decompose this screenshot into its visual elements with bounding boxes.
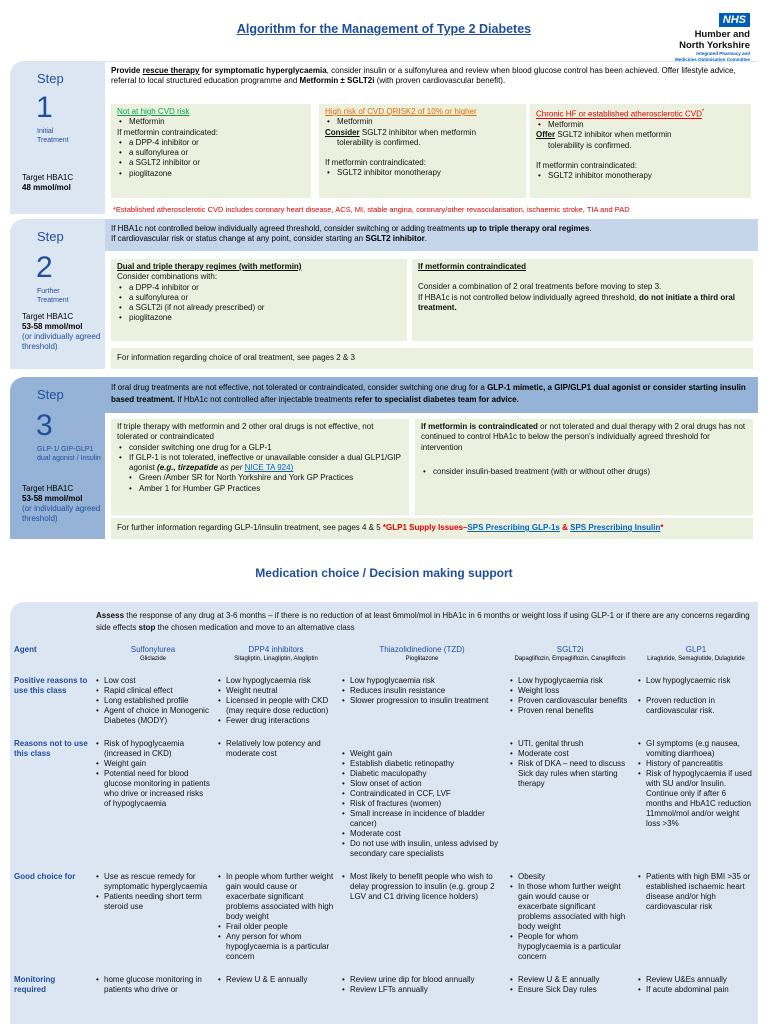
step2-dual-triple: Dual and triple therapy regimes (with metformin) Consider combinations with: • a DPP-4 inhibitor or • a sulfonylurea or • a SGLT2i (if not already prescribed) or • pioglitazone <box>111 259 407 341</box>
cell-item: • In people whom further weight gain would cause or exacerbate significant problems associated with high body weight <box>218 872 334 922</box>
cell-item: • People for whom hypoglycaemia is a particular concern <box>510 932 630 962</box>
step3-info: For further information regarding GLP-1/insulin treatment, see pages 4 & 5 *GLP1 Supply Issues–SPS Prescribing GLP-1s & SPS Prescribing Insulin* <box>111 518 753 539</box>
cell-item: • Weight gain <box>342 749 502 759</box>
row-header: Positive reasons to use this class <box>14 676 88 695</box>
step3-header: If oral drug treatments are not effective, not tolerated or contraindicated, consider switching one drug for a GLP-1 mimetic, a GIP/GLP1 dual agonist or consider starting insulin based treatment. If HbA1c not controlled after injectable treatments refer to specialist diabetes team for advice. <box>111 383 746 404</box>
assess-note: Assess the response of any drug at 3-6 months – if there is no reduction of at least 6mmol/mol in HbA1c in 6 months or weight loss if using GLP-1 or if there are any concerns regarding side effects stop the chosen medication and move to an alternative class <box>96 611 750 632</box>
step2-panel <box>10 219 105 369</box>
cell-item: • Risk of hypoglycaemia if used with SU and/or Insulin. Continue only if after 6 months and HbA1C reduction 11mmol/mol and/or weight loss >3% <box>638 769 754 829</box>
cell-item: • Obesity <box>510 872 630 882</box>
cell-item: • Rapid clinical effect <box>96 686 210 696</box>
list-item: • a sulfonylurea or <box>117 148 305 158</box>
table-cell <box>92 862 214 965</box>
table-cell <box>506 862 634 965</box>
table-cell <box>634 729 758 862</box>
step1-high-cvd: High risk of CVD QRISK2 of 10% or higher • Metformin Consider SGLT2 inhibitor when metformin tolerability is confirmed. If metformin contraindicated: • SGLT2 inhibitor monotherapy <box>319 104 526 198</box>
step1-header: Provide rescue therapy for symptomatic hyperglycaemia, consider insulin or a sulfonylurea and review when blood glucose control has been achieved. Offer lifestyle advice, referral to local structured education programme and Metformin ± SGLT2i (with proven cardiovascular benefit). <box>111 66 736 85</box>
row-header: Good choice for <box>14 872 76 881</box>
cell-item: • Patients needing short term steroid use <box>96 892 210 912</box>
step3-metformin-contraindicated: If metformin is contraindicated or not tolerated and dual therapy with 2 oral drugs has not continued to control HbA1c to below the person's individually agreed threshold for intervention • consider insulin-based treatment (with or without other drugs) <box>415 419 753 515</box>
org-sub-line1: Integrated Pharmacy and <box>696 51 750 56</box>
cell-item: • Ensure Sick Day rules <box>510 985 630 995</box>
table-row <box>10 666 758 729</box>
step1-panel <box>10 61 105 214</box>
table-row <box>10 862 758 965</box>
table-cell <box>92 965 214 998</box>
row-header: Monitoring required <box>14 975 56 994</box>
column-header: SGLT2i Dapagliflozin, Empagliflozin, Canagliflozin <box>514 645 626 662</box>
cell-item: • Weight neutral <box>218 686 334 696</box>
list-item: • a SGLT2i (if not already prescribed) or <box>117 303 401 313</box>
table-cell <box>214 666 338 729</box>
cell-item: • Contraindicated in CCF, LVF <box>342 789 502 799</box>
cell-item: • Low hypoglycaemia risk <box>218 676 334 686</box>
cell-item: • In those whom further weight gain would cause or exacerbate significant problems associated with high body weight <box>510 882 630 932</box>
table-cell <box>338 729 506 862</box>
cell-item: • Proven renal benefits <box>510 706 630 716</box>
row-header: Reasons not to use this class <box>14 739 88 758</box>
list-item: • pioglitazone <box>117 313 401 323</box>
cell-item: • Proven cardiovascular benefits <box>510 696 630 706</box>
step3-panel <box>10 377 105 539</box>
cell-item: • Fewer drug interactions <box>218 716 334 726</box>
cell-item: • Slow onset of action <box>342 779 502 789</box>
step1-label: Step <box>37 71 64 86</box>
cell-item: • Any person for whom hypoglycaemia is a particular concern <box>218 932 334 962</box>
table-cell <box>634 862 758 965</box>
list-item: • a DPP-4 inhibitor or <box>117 138 305 148</box>
agent-header: Agent <box>14 645 37 654</box>
cell-item: • Low hypoglycaemia risk <box>342 676 502 686</box>
cell-item: • Diabetic maculopathy <box>342 769 502 779</box>
nhs-logo: NHS <box>719 13 750 27</box>
step2-target: Target HBA1C 53-58 mmol/mol (or individually agreed threshold) <box>22 312 101 351</box>
cell-item: • Small increase in incidence of bladder cancer) <box>342 809 502 829</box>
cell-item: • Review LFTs annually <box>342 985 502 995</box>
table-cell <box>92 729 214 862</box>
step3-triple-therapy: If triple therapy with metformin and 2 other oral drugs is not effective, not tolerated or contraindicated • consider switching one drug for a GLP-1 • If GLP-1 is not tolerated, ineffective or unavailable consider a dual GLP1/GIP agonist (e.g., tirzepatide as per NICE TA 924) • Green /Amber SR for North Yorkshire and York GP Practices • Amber 1 for Humber GP Practices <box>111 419 409 515</box>
nice-ta-924-link[interactable]: NICE TA 924) <box>244 463 294 473</box>
sps-glp1-link[interactable]: SPS Prescribing GLP-1s <box>467 523 560 532</box>
list-item: • pioglitazone <box>117 169 305 179</box>
step3-desc: GLP-1/ GIP-GLP1 dual agonist / Insulin <box>37 446 101 462</box>
column-header: Thiazolidinedione (TZD) Pioglitazone <box>379 645 465 662</box>
column-header: Sulfonylurea Gliclazide <box>130 645 176 662</box>
step3-target: Target HBA1C 53-58 mmol/mol (or individually agreed threshold) <box>22 484 101 523</box>
cell-item: • home glucose monitoring in patients who drive or <box>96 975 210 995</box>
table-cell <box>506 729 634 862</box>
cell-item: • Relatively low potency and moderate cost <box>218 739 334 759</box>
step2-label: Step <box>37 229 64 244</box>
step2-header: If HBA1c not controlled below individually agreed threshold, consider switching or adding treatments up to triple therapy oral regimes. If cardiovascular risk or status change at any point, consider starting an SGLT2 inhibitor. <box>111 224 592 243</box>
org-name-line2: North Yorkshire <box>679 40 750 51</box>
table-cell <box>92 666 214 729</box>
cell-item: • Review urine dip for blood annually <box>342 975 502 985</box>
cell-item: • Use as rescue remedy for symptomatic hyperglycaemia <box>96 872 210 892</box>
medication-title: Medication choice / Decision making support <box>255 566 513 580</box>
cell-item: • Moderate cost <box>510 749 630 759</box>
table-row <box>10 965 758 998</box>
cell-item: • Licensed in people with CKD (may require dose reduction) <box>218 696 334 716</box>
table-cell <box>338 965 506 998</box>
table-cell <box>214 862 338 965</box>
cell-item: • Review U & E annually <box>218 975 334 985</box>
cell-item: • Long established profile <box>96 696 210 706</box>
cell-item: • Do not use with insulin, unless advised by secondary care specialists <box>342 839 502 859</box>
cell-item: • UTI, genital thrush <box>510 739 630 749</box>
table-cell <box>338 666 506 729</box>
org-name-line1: Humber and <box>694 29 750 40</box>
table-cell <box>506 965 634 998</box>
table-cell <box>214 729 338 862</box>
cell-item: • Weight loss <box>510 686 630 696</box>
step1-chronic-hf: Chronic HF or established atherosclerotic CVD* • Metformin Offer SGLT2 inhibitor when metformin tolerability is confirmed. If metformin contraindicated: • SGLT2 inhibitor monotherapy <box>530 104 751 198</box>
medication-table <box>10 602 758 1024</box>
step3-label: Step <box>37 387 64 402</box>
cell-item: • Low hypoglycaemia risk <box>510 676 630 686</box>
cell-item: • Most likely to benefit people who wish to delay progression to insulin (e.g. group 2 LGV and C1 driving licence holders) <box>342 872 502 902</box>
cell-item: • Moderate cost <box>342 829 502 839</box>
step2-desc: Further Treatment <box>37 288 69 304</box>
step3-number: 3 <box>36 409 53 442</box>
cell-item: • Low cost <box>96 676 210 686</box>
cell-item: • Review U&Es annually <box>638 975 754 985</box>
step1-footnote: *Established atherosclerotic CVD includes coronary heart disease, ACS, MI, stable angina, coronary/other revascularisation, ischaemic stroke, TIA and PAD <box>113 205 630 214</box>
list-item: • a SGLT2 inhibitor or <box>117 158 305 168</box>
cell-item: • Risk of DKA – need to discuss Sick day rules when starting therapy <box>510 759 630 789</box>
list-item: • a DPP-4 inhibitor or <box>117 283 401 293</box>
list-item: • a sulfonylurea or <box>117 293 401 303</box>
cell-item: • Proven reduction in cardiovascular risk. <box>638 696 754 716</box>
cell-item: • Potential need for blood glucose monitoring in patients who drive or increased risks of hypoglycaemia <box>96 769 210 809</box>
step1-number: 1 <box>36 91 53 124</box>
page-title: Algorithm for the Management of Type 2 Diabetes <box>236 22 532 36</box>
cell-item <box>342 739 502 749</box>
cell-item: • History of pancreatitis <box>638 759 754 769</box>
column-header: GLP1 Liraglutide, Semaglutide, Dulaglutide <box>647 645 745 662</box>
cell-item: • Reduces insulin resistance <box>342 686 502 696</box>
cell-item: • Frail older people <box>218 922 334 932</box>
cell-item <box>638 686 754 696</box>
step2-info: For information regarding choice of oral treatment, see pages 2 & 3 <box>111 348 753 369</box>
table-cell <box>214 965 338 998</box>
cell-item: • Risk of fractures (women) <box>342 799 502 809</box>
cell-item: • Low hypoglycaemic risk <box>638 676 754 686</box>
org-logo <box>675 10 750 62</box>
step1-desc: Initial Treatment <box>37 128 69 144</box>
step2-metformin-contraindicated: If metformin contraindicated Consider a combination of 2 oral treatments before moving to step 3. If HBA1c is not controlled below individually agreed threshold, do not initiate a third oral treatment. <box>412 259 753 341</box>
cell-item: • Risk of hypoglycaemia (increased in CKD) <box>96 739 210 759</box>
table-cell <box>338 862 506 965</box>
cell-item: • Patients with high BMI >35 or established ischaemic heart disease and/or high cardiovascular risk <box>638 872 754 912</box>
cell-item: • GI symptoms (e.g nausea, vomiting diarrhoea) <box>638 739 754 759</box>
step1-target: Target HBA1C 48 mmol/mol <box>22 173 74 192</box>
cell-item: • Review U & E annually <box>510 975 630 985</box>
table-cell <box>634 666 758 729</box>
cell-item: • Slower progression to insulin treatment <box>342 696 502 706</box>
table-row <box>10 729 758 862</box>
column-header: DPP4 inhibitors Sitagliptin, Linagliptin, Alogliptin <box>234 645 318 662</box>
cell-item: • Establish diabetic retinopathy <box>342 759 502 769</box>
cell-item: • If acute abdominal pain <box>638 985 754 995</box>
sps-insulin-link[interactable]: SPS Prescribing Insulin <box>570 523 661 532</box>
cell-item: • Weight gain <box>96 759 210 769</box>
table-cell <box>506 666 634 729</box>
cell-item: • Agent of choice in Monogenic Diabetes (MODY) <box>96 706 210 726</box>
table-cell <box>634 965 758 998</box>
step1-not-high-cvd: Not at high CVD risk • Metformin If metformin contraindicated: • a DPP-4 inhibitor or • a sulfonylurea or • a SGLT2 inhibitor or • pioglitazone <box>111 104 311 198</box>
step2-number: 2 <box>36 251 53 284</box>
org-sub-line2: Medicines Optimisation Committee <box>674 56 750 62</box>
